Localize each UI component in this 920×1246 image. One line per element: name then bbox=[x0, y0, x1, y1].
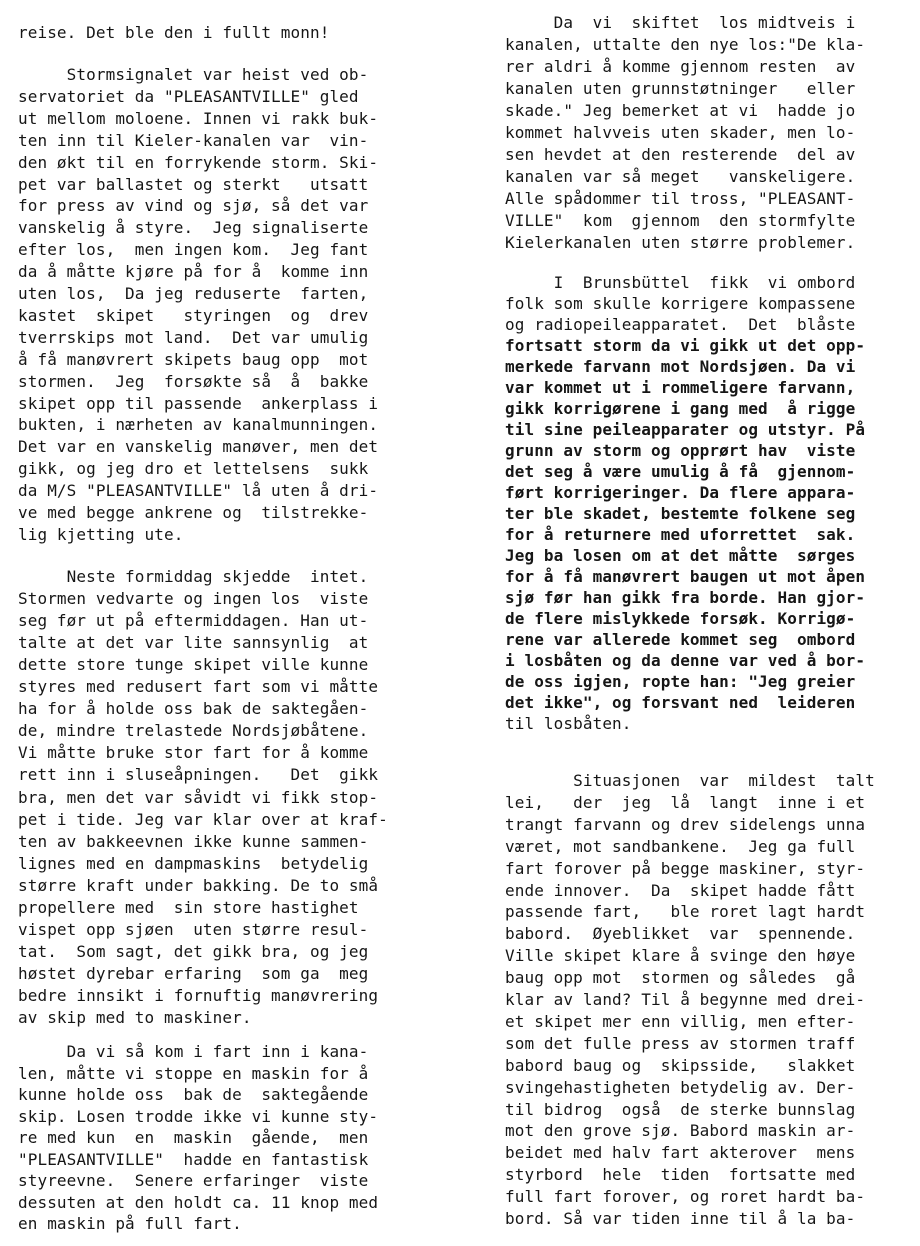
text-line: full fart forover, og roret hardt ba- bbox=[505, 1187, 866, 1207]
text-line: det seg å være umulig å få gjennom- bbox=[505, 462, 856, 481]
text-line: uten los, Da jeg reduserte farten, bbox=[18, 284, 369, 303]
text-line: for å returnere med uforrettet sak. bbox=[505, 525, 856, 544]
text-line: Stormsignalet var heist ved ob- bbox=[18, 65, 369, 84]
text-line: skade." Jeg bemerket at vi hadde jo bbox=[505, 100, 856, 120]
text-line: ve med begge ankrene og tilstrekke- bbox=[18, 503, 369, 522]
text-line: vanskelig å styre. Jeg signaliserte bbox=[18, 218, 369, 238]
text-line: kanalen, uttalte den nye los:"De kla- bbox=[505, 34, 866, 54]
text-line: pet i tide. Jeg var klar over at kraf- bbox=[18, 809, 388, 829]
text-line: kastet skipet styringen og drev bbox=[18, 305, 369, 325]
text-line: var kommet ut i rommeligere farvann, bbox=[505, 378, 856, 397]
text-line: å få manøvrert skipets baug opp mot bbox=[18, 349, 369, 369]
text-line: lignes med en dampmaskins betydelig bbox=[18, 853, 369, 873]
text-line: styreevne. Senere erfaringer viste bbox=[18, 1171, 369, 1190]
text-line: Da vi skiftet los midtveis i bbox=[505, 13, 856, 32]
text-line: styres med redusert fart som vi måtte bbox=[18, 677, 379, 697]
text-line: gikk korrigørene i gang med å rigge bbox=[505, 399, 856, 418]
text-line: bukten, i nærheten av kanalmunningen. bbox=[18, 415, 379, 435]
text-line: en maskin på full fart. bbox=[18, 1214, 242, 1233]
text-line: rene var allerede kommet seg ombord bbox=[505, 630, 856, 649]
text-line: stormen. Jeg forsøkte så å bakke bbox=[18, 371, 369, 391]
text-line: bord. Så var tiden inne til å la ba- bbox=[505, 1209, 856, 1228]
text-line: de, mindre trelastede Nordsjøbåtene. bbox=[18, 721, 369, 741]
text-line: til bidrog også de sterke bunnslag bbox=[505, 1099, 856, 1119]
text-line: tat. Som sagt, det gikk bra, og jeg bbox=[18, 941, 369, 961]
text-line: fortsatt storm da vi gikk ut det opp- bbox=[505, 336, 866, 355]
text-line: skipet opp til passende ankerplass i bbox=[18, 393, 379, 413]
text-line: det ikke", og forsvant ned leideren bbox=[505, 693, 856, 712]
text-line: sen hevdet at den resterende del av bbox=[505, 144, 856, 164]
text-line: talte at det var lite sannsynlig at bbox=[18, 633, 369, 653]
text-line: Stormen vedvarte og ingen los viste bbox=[18, 589, 369, 609]
text-line: styrbord hele tiden fortsatte med bbox=[505, 1165, 856, 1185]
text-line: trangt farvann og drev sidelengs unna bbox=[505, 814, 866, 834]
text-line: propellere med sin store hastighet bbox=[18, 897, 359, 917]
text-line: til sine peileapparater og utstyr. På bbox=[505, 420, 866, 439]
text-line: de oss igjen, ropte han: "Jeg greier bbox=[505, 672, 856, 691]
text-line: kanalen var så meget vanskeligere. bbox=[505, 166, 856, 186]
text-line: i losbåten og da denne var ved å bor- bbox=[505, 651, 866, 670]
text-line: og radiopeileapparatet. Det blåste bbox=[505, 315, 856, 334]
text-line: været, mot sandbankene. Jeg ga full bbox=[505, 836, 856, 856]
text-line: klar av land? Til å begynne med drei- bbox=[505, 990, 866, 1009]
text-line: skip. Losen trodde ikke vi kunne sty- bbox=[18, 1106, 379, 1126]
text-line: ført korrigeringer. Da flere appara- bbox=[505, 483, 856, 502]
text-line: svingehastigheten betydelig av. Der- bbox=[505, 1077, 856, 1097]
text-line: Ville skipet klare å svinge den høye bbox=[505, 946, 856, 966]
text-line: len, måtte vi stoppe en maskin for å bbox=[18, 1063, 369, 1083]
text-line: vispet opp sjøen uten større resul- bbox=[18, 919, 369, 939]
text-line: kommet halvveis uten skader, men lo- bbox=[505, 122, 856, 142]
text-line: et skipet mer enn villig, men efter- bbox=[505, 1011, 856, 1031]
text-line: høstet dyrebar erfaring som ga meg bbox=[18, 963, 369, 983]
text-line: som det fulle press av stormen traff bbox=[505, 1033, 856, 1053]
text-line: de flere mislykkede forsøk. Korrigø- bbox=[505, 609, 856, 628]
text-line: efter los, men ingen kom. Jeg fant bbox=[18, 240, 369, 260]
text-line: servatoriet da "PLEASANTVILLE" gled bbox=[18, 86, 359, 106]
text-line: Situasjonen var mildest talt bbox=[505, 771, 875, 790]
text-line: seg før ut på eftermiddagen. Han ut- bbox=[18, 611, 369, 631]
text-line: rett inn i sluseåpningen. Det gikk bbox=[18, 765, 379, 785]
text-line: tverrskips mot land. Det var umulig bbox=[18, 327, 369, 347]
text-line: Neste formiddag skjedde intet. bbox=[18, 567, 369, 586]
text-line: fart forover på begge maskiner, styr- bbox=[505, 858, 866, 878]
text-line: gikk, og jeg dro et lettelsens sukk bbox=[18, 459, 369, 479]
text-line: reise. Det ble den i fullt monn! bbox=[18, 23, 330, 42]
text-line: VILLE" kom gjennom den stormfylte bbox=[505, 210, 856, 230]
text-line: bedre innsikt i fornuftig manøvrering bbox=[18, 985, 379, 1005]
text-line: dessuten at den holdt ca. 11 knop med bbox=[18, 1192, 379, 1212]
text-line: for å få manøvrert baugen ut mot åpen bbox=[505, 567, 866, 586]
text-line: babord baug og skipsside, slakket bbox=[505, 1055, 856, 1075]
text-line: ut mellom moloene. Innen vi rakk buk- bbox=[18, 108, 379, 128]
text-line: ende innover. Da skipet hadde fått bbox=[505, 880, 856, 900]
text-line: lig kjetting ute. bbox=[18, 524, 184, 544]
text-line: Jeg ba losen om at det måtte sørges bbox=[505, 546, 856, 565]
text-line: bra, men det var såvidt vi fikk stop- bbox=[18, 787, 379, 807]
text-line: da M/S "PLEASANTVILLE" lå uten å dri- bbox=[18, 481, 379, 501]
text-line: folk som skulle korrigere kompassene bbox=[505, 294, 856, 313]
text-line: rer aldri å komme gjennom resten av bbox=[505, 56, 856, 76]
text-line: lei, der jeg lå langt inne i et bbox=[505, 792, 866, 812]
text-line: dette store tunge skipet ville kunne bbox=[18, 655, 369, 675]
text-line: Det var en vanskelig manøver, men det bbox=[18, 437, 379, 457]
text-line: ten inn til Kieler-kanalen var vin- bbox=[18, 130, 369, 150]
text-line: for press av vind og sjø, så det var bbox=[18, 196, 369, 216]
text-line: baug opp mot stormen og således gå bbox=[505, 968, 856, 988]
text-line: av skip med to maskiner. bbox=[18, 1008, 252, 1027]
text-line: I Brunsbüttel fikk vi ombord bbox=[505, 273, 856, 292]
text-line: pet var ballastet og sterkt utsatt bbox=[18, 174, 369, 194]
text-line: re med kun en maskin gående, men bbox=[18, 1128, 369, 1147]
text-line: Da vi så kom i fart inn i kana- bbox=[18, 1042, 369, 1061]
text-line: større kraft under bakking. De to små bbox=[18, 875, 379, 895]
text-line: ha for å holde oss bak de saktegåen- bbox=[18, 699, 369, 719]
text-line: grunn av storm og opprørt hav viste bbox=[505, 441, 856, 460]
text-line: den økt til en forrykende storm. Ski- bbox=[18, 152, 379, 172]
text-line: da å måtte kjøre på for å komme inn bbox=[18, 262, 369, 282]
text-line: kunne holde oss bak de saktegående bbox=[18, 1085, 369, 1104]
text-line: Vi måtte bruke stor fart for å komme bbox=[18, 743, 369, 763]
text-line: til losbåten. bbox=[505, 714, 632, 733]
text-line: babord. Øyeblikket var spennende. bbox=[505, 924, 856, 944]
text-line: Kielerkanalen uten større problemer. bbox=[505, 232, 856, 252]
text-line: merkede farvann mot Nordsjøen. Da vi bbox=[505, 357, 856, 376]
text-line: kanalen uten grunnstøtninger eller bbox=[505, 78, 856, 98]
text-line: Alle spådommer til tross, "PLEASANT- bbox=[505, 188, 856, 208]
text-line: sjø før han gikk fra borde. Han gjor- bbox=[505, 588, 866, 607]
text-line: beidet med halv fart akterover mens bbox=[505, 1143, 856, 1163]
text-line: mot den grove sjø. Babord maskin ar- bbox=[505, 1121, 856, 1141]
text-line: passende fart, ble roret lagt hardt bbox=[505, 902, 866, 922]
text-line: ten av bakkeevnen ikke kunne sammen- bbox=[18, 831, 369, 851]
text-line: ter ble skadet, bestemte folkene seg bbox=[505, 504, 856, 523]
text-line: "PLEASANTVILLE" hadde en fantastisk bbox=[18, 1149, 369, 1169]
